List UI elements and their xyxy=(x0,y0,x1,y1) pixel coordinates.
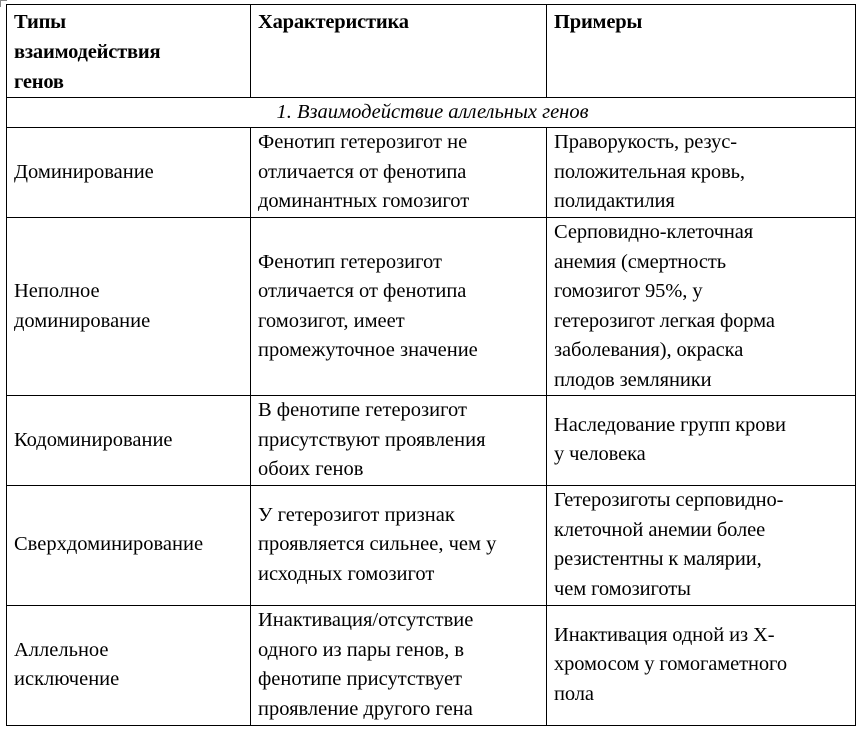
row-type: Неполное доминирование xyxy=(7,218,251,396)
row-examples: Серповидно-клеточная анемия (смертность гомозигот 95%, у гетерозигот легкая форма заболевания), окраска плодов земляники xyxy=(547,218,856,396)
row-type: Аллельное исключение xyxy=(7,605,251,725)
row-type: Доминирование xyxy=(7,128,251,218)
row-examples: Инактивация одной из X- хромосом у гомогаметного пола xyxy=(547,605,856,725)
table-row xyxy=(7,485,856,605)
header-examples: Примеры xyxy=(547,5,856,98)
table-row xyxy=(7,605,856,725)
row-characteristic: Инактивация/отсутствие одного из пары генов, в фенотипе присутствует проявление другого гена xyxy=(251,605,547,725)
row-characteristic: У гетерозигот признак проявляется сильнее, чем у исходных гомозигот xyxy=(251,485,547,605)
row-characteristic: Фенотип гетерозигот отличается от фенотипа гомозигот, имеет промежуточное значение xyxy=(251,218,547,396)
row-examples: Праворукость, резус- положительная кровь, полидактилия xyxy=(547,128,856,218)
row-characteristic: Фенотип гетерозигот не отличается от фенотипа доминантных гомозигот xyxy=(251,128,547,218)
row-examples: Наследование групп крови у человека xyxy=(547,396,856,486)
table-row xyxy=(7,128,856,218)
table-header-row xyxy=(7,5,856,98)
row-type: Сверхдоминирование xyxy=(7,485,251,605)
table-row xyxy=(7,396,856,486)
row-type: Кодоминирование xyxy=(7,396,251,486)
table-row xyxy=(7,218,856,396)
header-type: Типы взаимодействия генов xyxy=(7,5,251,98)
gene-interaction-table xyxy=(6,4,856,726)
row-examples: Гетерозиготы серповидно- клеточной анемии более резистентны к малярии, чем гомозиготы xyxy=(547,485,856,605)
header-characteristic: Характеристика xyxy=(251,5,547,98)
section-row xyxy=(7,98,856,128)
section-title: 1. Взаимодействие аллельных генов xyxy=(7,98,856,128)
row-characteristic: В фенотипе гетерозигот присутствуют проявления обоих генов xyxy=(251,396,547,486)
